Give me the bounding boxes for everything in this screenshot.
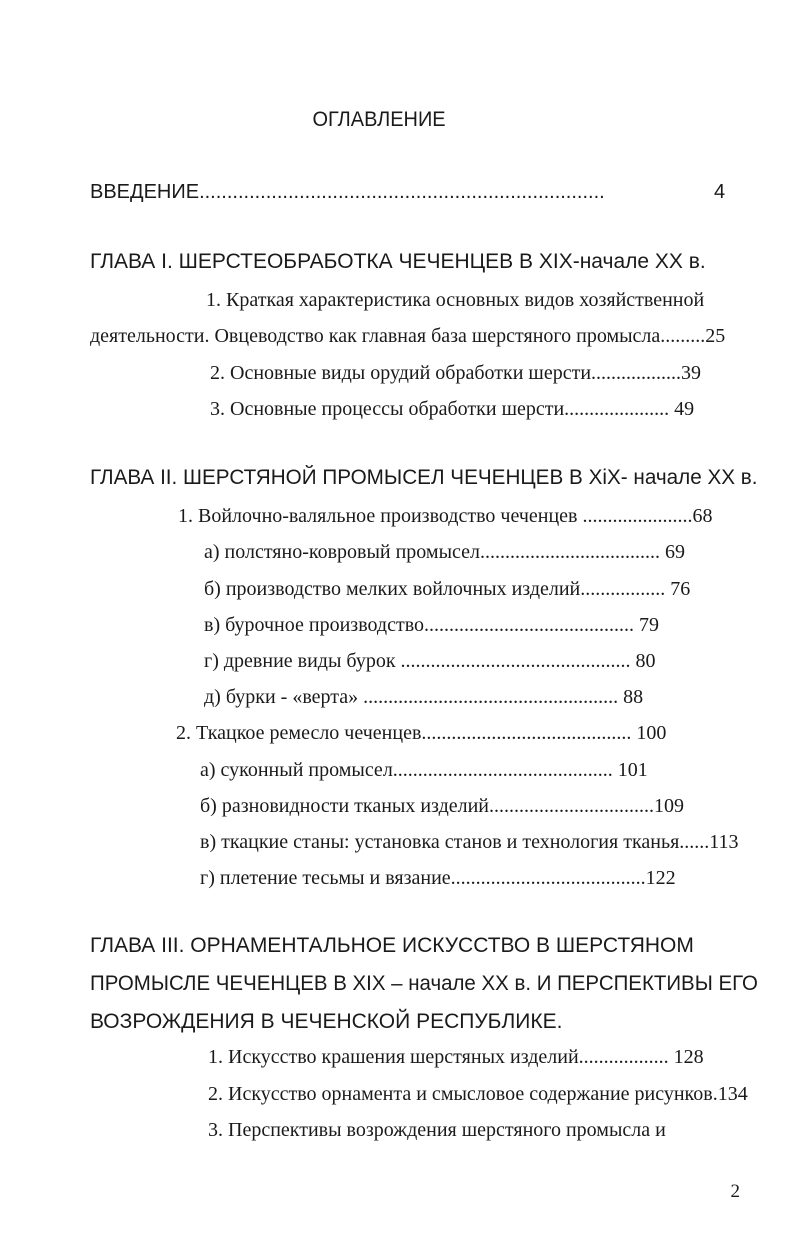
toc-entry: 1. Краткая характеристика основных видов хозяйственной: [206, 289, 705, 311]
toc-chapter-1: ГЛАВА I. ШЕРСТЕОБРАБОТКА ЧЕЧЕНЦЕВ В XIX-начале XX в.: [90, 250, 706, 273]
toc-entry: 3. Основные процессы обработки шерсти..................... 49: [210, 398, 695, 420]
toc-entry: 1. Искусство крашения шерстяных изделий.................. 128: [208, 1046, 704, 1068]
toc-entry: 2. Искусство орнамента и смысловое содержание рисунков.134: [208, 1083, 748, 1105]
toc-entry: г) плетение тесьмы и вязание.......................................122: [200, 867, 676, 889]
toc-entry: 2. Основные виды орудий обработки шерсти..................39: [210, 362, 702, 384]
toc-entry: 2. Ткацкое ремесло чеченцев.......................................... 100: [176, 722, 667, 744]
page-title: ОГЛАВЛЕНИЕ: [312, 108, 446, 131]
toc-entry: а) суконный промысел............................................ 101: [200, 759, 648, 781]
toc-entry: д) бурки - «верта» ................................................... 88: [204, 686, 644, 708]
toc-entry: в) ткацкие станы: установка станов и технология тканья......113: [200, 831, 739, 853]
toc-entry: а) полстяно-ковровый промысел.................................... 69: [204, 541, 685, 563]
toc-chapter-2: ГЛАВА II. ШЕРСТЯНОЙ ПРОМЫСЕЛ ЧЕЧЕНЦЕВ В XiX- начале XX в.: [90, 466, 758, 489]
toc-intro-page: 4: [714, 181, 726, 203]
toc-entry: 1. Войлочно-валяльное производство чеченцев ......................68: [178, 505, 713, 527]
toc-entry: 3. Перспективы возрождения шерстяного промысла и: [208, 1119, 666, 1141]
toc-entry: в) бурочное производство.......................................... 79: [204, 614, 660, 636]
toc-chapter-3: ГЛАВА III. ОРНАМЕНТАЛЬНОЕ ИСКУССТВО В ШЕРСТЯНОМ: [90, 934, 694, 957]
toc-entry: деятельности. Овцеводство как главная база шерстяного промысла.........25: [90, 325, 726, 347]
toc-intro-title: ВВЕДЕНИЕ.........................................................................: [90, 181, 605, 203]
toc-chapter-3-cont: ВОЗРОЖДЕНИЯ В ЧЕЧЕНСКОЙ РЕСПУБЛИКЕ.: [90, 1010, 563, 1033]
toc-entry: г) древние виды бурок .............................................. 80: [204, 650, 656, 672]
toc-entry: б) разновидности тканых изделий.................................109: [200, 795, 685, 817]
toc-chapter-3-cont: ПРОМЫСЛЕ ЧЕЧЕНЦЕВ В XIX – начале XX в. И ПЕРСПЕКТИВЫ ЕГО: [90, 972, 758, 995]
toc-entry: б) производство мелких войлочных изделий................. 76: [204, 578, 691, 600]
page-number: 2: [730, 1181, 740, 1202]
